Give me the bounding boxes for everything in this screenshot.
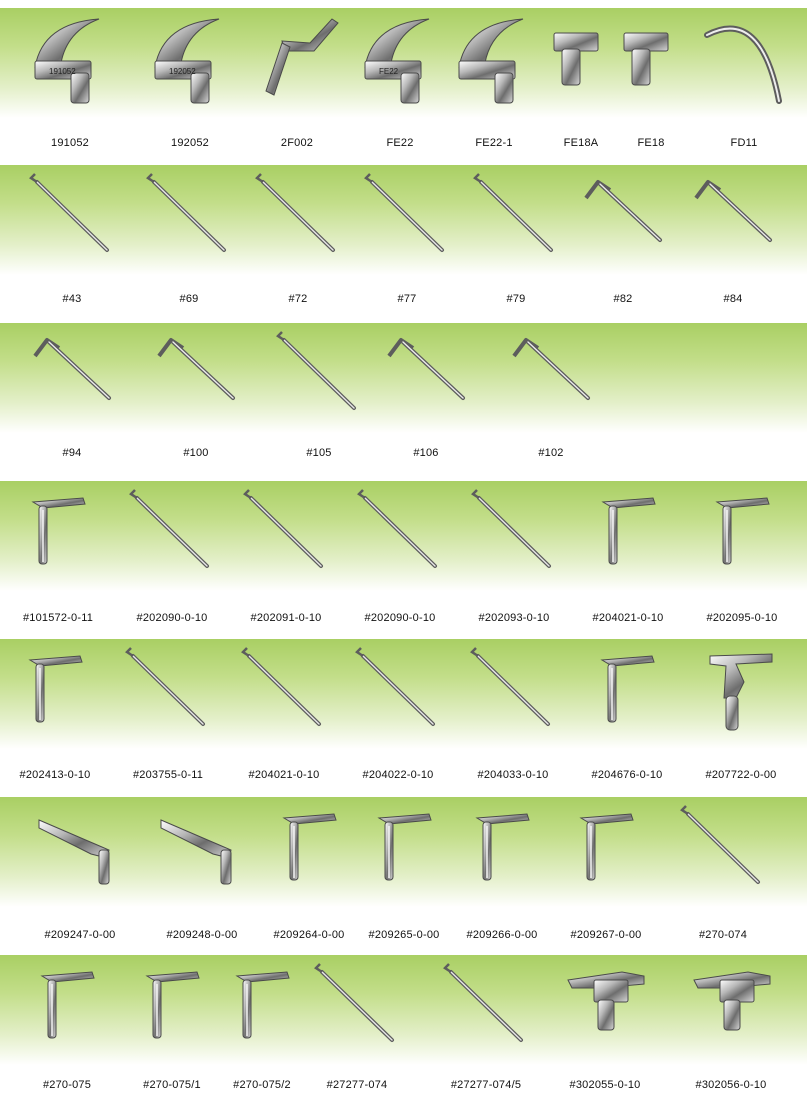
part-label: 192052 bbox=[171, 137, 209, 149]
part-image bbox=[27, 168, 117, 273]
part-label: #202095-0-10 bbox=[706, 612, 778, 624]
part-image bbox=[355, 11, 445, 116]
part-image bbox=[381, 326, 471, 431]
part-label: #202090-0-10 bbox=[136, 612, 208, 624]
part-label: #72 bbox=[288, 293, 308, 305]
part-label: #82 bbox=[613, 293, 633, 305]
block-assembly-icon bbox=[560, 958, 650, 1058]
l-shaft-icon bbox=[561, 800, 651, 900]
looper-needle-icon bbox=[144, 168, 234, 268]
l-shaft-icon bbox=[10, 642, 100, 742]
looper-needle-icon bbox=[312, 958, 402, 1058]
l-shaft-icon bbox=[457, 800, 547, 900]
looper-needle-icon bbox=[127, 484, 217, 584]
part-image bbox=[583, 484, 673, 589]
part-image bbox=[144, 168, 234, 273]
part-label: #77 bbox=[397, 293, 417, 305]
part-image bbox=[696, 642, 786, 747]
small-block-icon bbox=[606, 11, 696, 111]
part-label: #94 bbox=[62, 447, 82, 459]
part-label: 191052 bbox=[51, 137, 89, 149]
part-image bbox=[355, 484, 445, 589]
l-shaft-icon bbox=[359, 800, 449, 900]
part-label: 2F002 bbox=[280, 137, 314, 149]
part-image bbox=[699, 11, 789, 116]
svg-text:191052: 191052 bbox=[49, 67, 76, 76]
curved-hook-with-block-icon bbox=[355, 11, 445, 111]
part-image bbox=[688, 168, 778, 273]
hooked-looper-icon bbox=[578, 168, 668, 268]
looper-needle-icon bbox=[362, 168, 452, 268]
part-label: #202093-0-10 bbox=[478, 612, 550, 624]
part-label: #207722-0-00 bbox=[705, 769, 777, 781]
hooked-looper-icon bbox=[688, 168, 778, 268]
part-label: #102 bbox=[538, 447, 564, 459]
curved-hook-with-block-icon bbox=[145, 11, 235, 111]
part-image bbox=[35, 800, 125, 905]
looper-needle-icon bbox=[678, 800, 768, 900]
part-image bbox=[123, 642, 213, 747]
looper-needle-icon bbox=[274, 326, 364, 426]
part-label: #302056-0-10 bbox=[695, 1079, 767, 1091]
part-image bbox=[561, 800, 651, 905]
part-image bbox=[359, 800, 449, 905]
part-label: #209265-0-00 bbox=[368, 929, 440, 941]
part-image bbox=[560, 958, 650, 1063]
part-label: #270-075/1 bbox=[143, 1079, 201, 1091]
part-label: #79 bbox=[506, 293, 526, 305]
part-image bbox=[274, 326, 364, 431]
part-image bbox=[10, 642, 100, 747]
part-image bbox=[312, 958, 402, 1063]
part-image bbox=[13, 484, 103, 589]
curved-hook-with-block-icon bbox=[25, 11, 115, 111]
looper-needle-icon bbox=[239, 642, 329, 742]
part-label: #270-075 bbox=[42, 1079, 92, 1091]
svg-text:192052: 192052 bbox=[169, 67, 196, 76]
svg-text:FE22: FE22 bbox=[379, 67, 399, 76]
bent-plate-shaft-icon bbox=[35, 800, 125, 900]
large-bracket-shaft-icon bbox=[696, 642, 786, 742]
part-image bbox=[678, 800, 768, 905]
part-label: FE22-1 bbox=[475, 137, 513, 149]
part-image bbox=[241, 484, 331, 589]
looper-needle-icon bbox=[123, 642, 213, 742]
l-shaft-icon bbox=[217, 958, 307, 1058]
arc-needle-icon bbox=[699, 11, 789, 111]
part-image bbox=[27, 326, 117, 431]
part-image bbox=[157, 800, 247, 905]
part-image bbox=[441, 958, 531, 1063]
part-label: #204022-0-10 bbox=[362, 769, 434, 781]
part-label: FE18A bbox=[563, 137, 599, 149]
looper-needle-icon bbox=[441, 958, 531, 1058]
part-image bbox=[217, 958, 307, 1063]
part-label: #204021-0-10 bbox=[248, 769, 320, 781]
part-label: #84 bbox=[723, 293, 743, 305]
part-image bbox=[362, 168, 452, 273]
part-label: #209266-0-00 bbox=[466, 929, 538, 941]
part-label: #27277-074/5 bbox=[450, 1079, 522, 1091]
part-label: #202413-0-10 bbox=[19, 769, 91, 781]
part-image bbox=[353, 642, 443, 747]
part-image bbox=[606, 11, 696, 116]
looper-needle-icon bbox=[253, 168, 343, 268]
looper-needle-icon bbox=[355, 484, 445, 584]
part-label: #69 bbox=[179, 293, 199, 305]
part-label: #204676-0-10 bbox=[591, 769, 663, 781]
l-shaft-icon bbox=[264, 800, 354, 900]
hooked-looper-icon bbox=[506, 326, 596, 426]
part-label: FE18 bbox=[637, 137, 665, 149]
part-label: #101572-0-11 bbox=[22, 612, 94, 624]
looper-needle-icon bbox=[468, 642, 558, 742]
l-shaft-icon bbox=[583, 484, 673, 584]
part-label: #202090-0-10 bbox=[364, 612, 436, 624]
part-label: #203755-0-11 bbox=[132, 769, 204, 781]
hooked-looper-icon bbox=[27, 326, 117, 426]
part-image bbox=[252, 11, 342, 116]
part-label: #106 bbox=[413, 447, 439, 459]
looper-needle-icon bbox=[353, 642, 443, 742]
part-image bbox=[264, 800, 354, 905]
hooked-looper-icon bbox=[381, 326, 471, 426]
hooked-looper-icon bbox=[151, 326, 241, 426]
part-image bbox=[151, 326, 241, 431]
part-image bbox=[468, 642, 558, 747]
part-image bbox=[127, 958, 217, 1063]
part-image bbox=[506, 326, 596, 431]
part-image bbox=[145, 11, 235, 116]
part-label: FE22 bbox=[386, 137, 414, 149]
part-label: FD11 bbox=[730, 137, 758, 149]
part-label: #105 bbox=[306, 447, 332, 459]
part-label: #204021-0-10 bbox=[592, 612, 664, 624]
part-label: #100 bbox=[183, 447, 209, 459]
part-label: #209248-0-00 bbox=[166, 929, 238, 941]
part-image bbox=[578, 168, 668, 273]
looper-needle-icon bbox=[469, 484, 559, 584]
curved-hook-with-block-icon bbox=[449, 11, 539, 111]
part-image bbox=[471, 168, 561, 273]
part-label: #204033-0-10 bbox=[477, 769, 549, 781]
part-image bbox=[127, 484, 217, 589]
l-shaft-icon bbox=[13, 484, 103, 584]
l-shaft-icon bbox=[582, 642, 672, 742]
part-label: #270-075/2 bbox=[233, 1079, 291, 1091]
part-label: #209247-0-00 bbox=[44, 929, 116, 941]
part-image bbox=[22, 958, 112, 1063]
part-label: #27277-074 bbox=[326, 1079, 388, 1091]
part-image bbox=[582, 642, 672, 747]
looper-needle-icon bbox=[241, 484, 331, 584]
block-assembly-icon bbox=[686, 958, 776, 1058]
part-label: #270-074 bbox=[698, 929, 748, 941]
part-image bbox=[686, 958, 776, 1063]
l-shaft-icon bbox=[22, 958, 112, 1058]
looper-needle-icon bbox=[471, 168, 561, 268]
part-label: #209264-0-00 bbox=[273, 929, 345, 941]
part-image bbox=[457, 800, 547, 905]
part-image bbox=[697, 484, 787, 589]
part-image bbox=[239, 642, 329, 747]
part-image bbox=[25, 11, 115, 116]
l-shaft-icon bbox=[127, 958, 217, 1058]
part-label: #43 bbox=[62, 293, 82, 305]
part-image bbox=[449, 11, 539, 116]
part-label: #302055-0-10 bbox=[569, 1079, 641, 1091]
part-image bbox=[469, 484, 559, 589]
looper-needle-icon bbox=[27, 168, 117, 268]
part-label: #202091-0-10 bbox=[250, 612, 322, 624]
bent-plate-hook-icon bbox=[252, 11, 342, 111]
part-image bbox=[253, 168, 343, 273]
bent-plate-shaft-icon bbox=[157, 800, 247, 900]
part-label: #209267-0-00 bbox=[570, 929, 642, 941]
l-shaft-icon bbox=[697, 484, 787, 584]
